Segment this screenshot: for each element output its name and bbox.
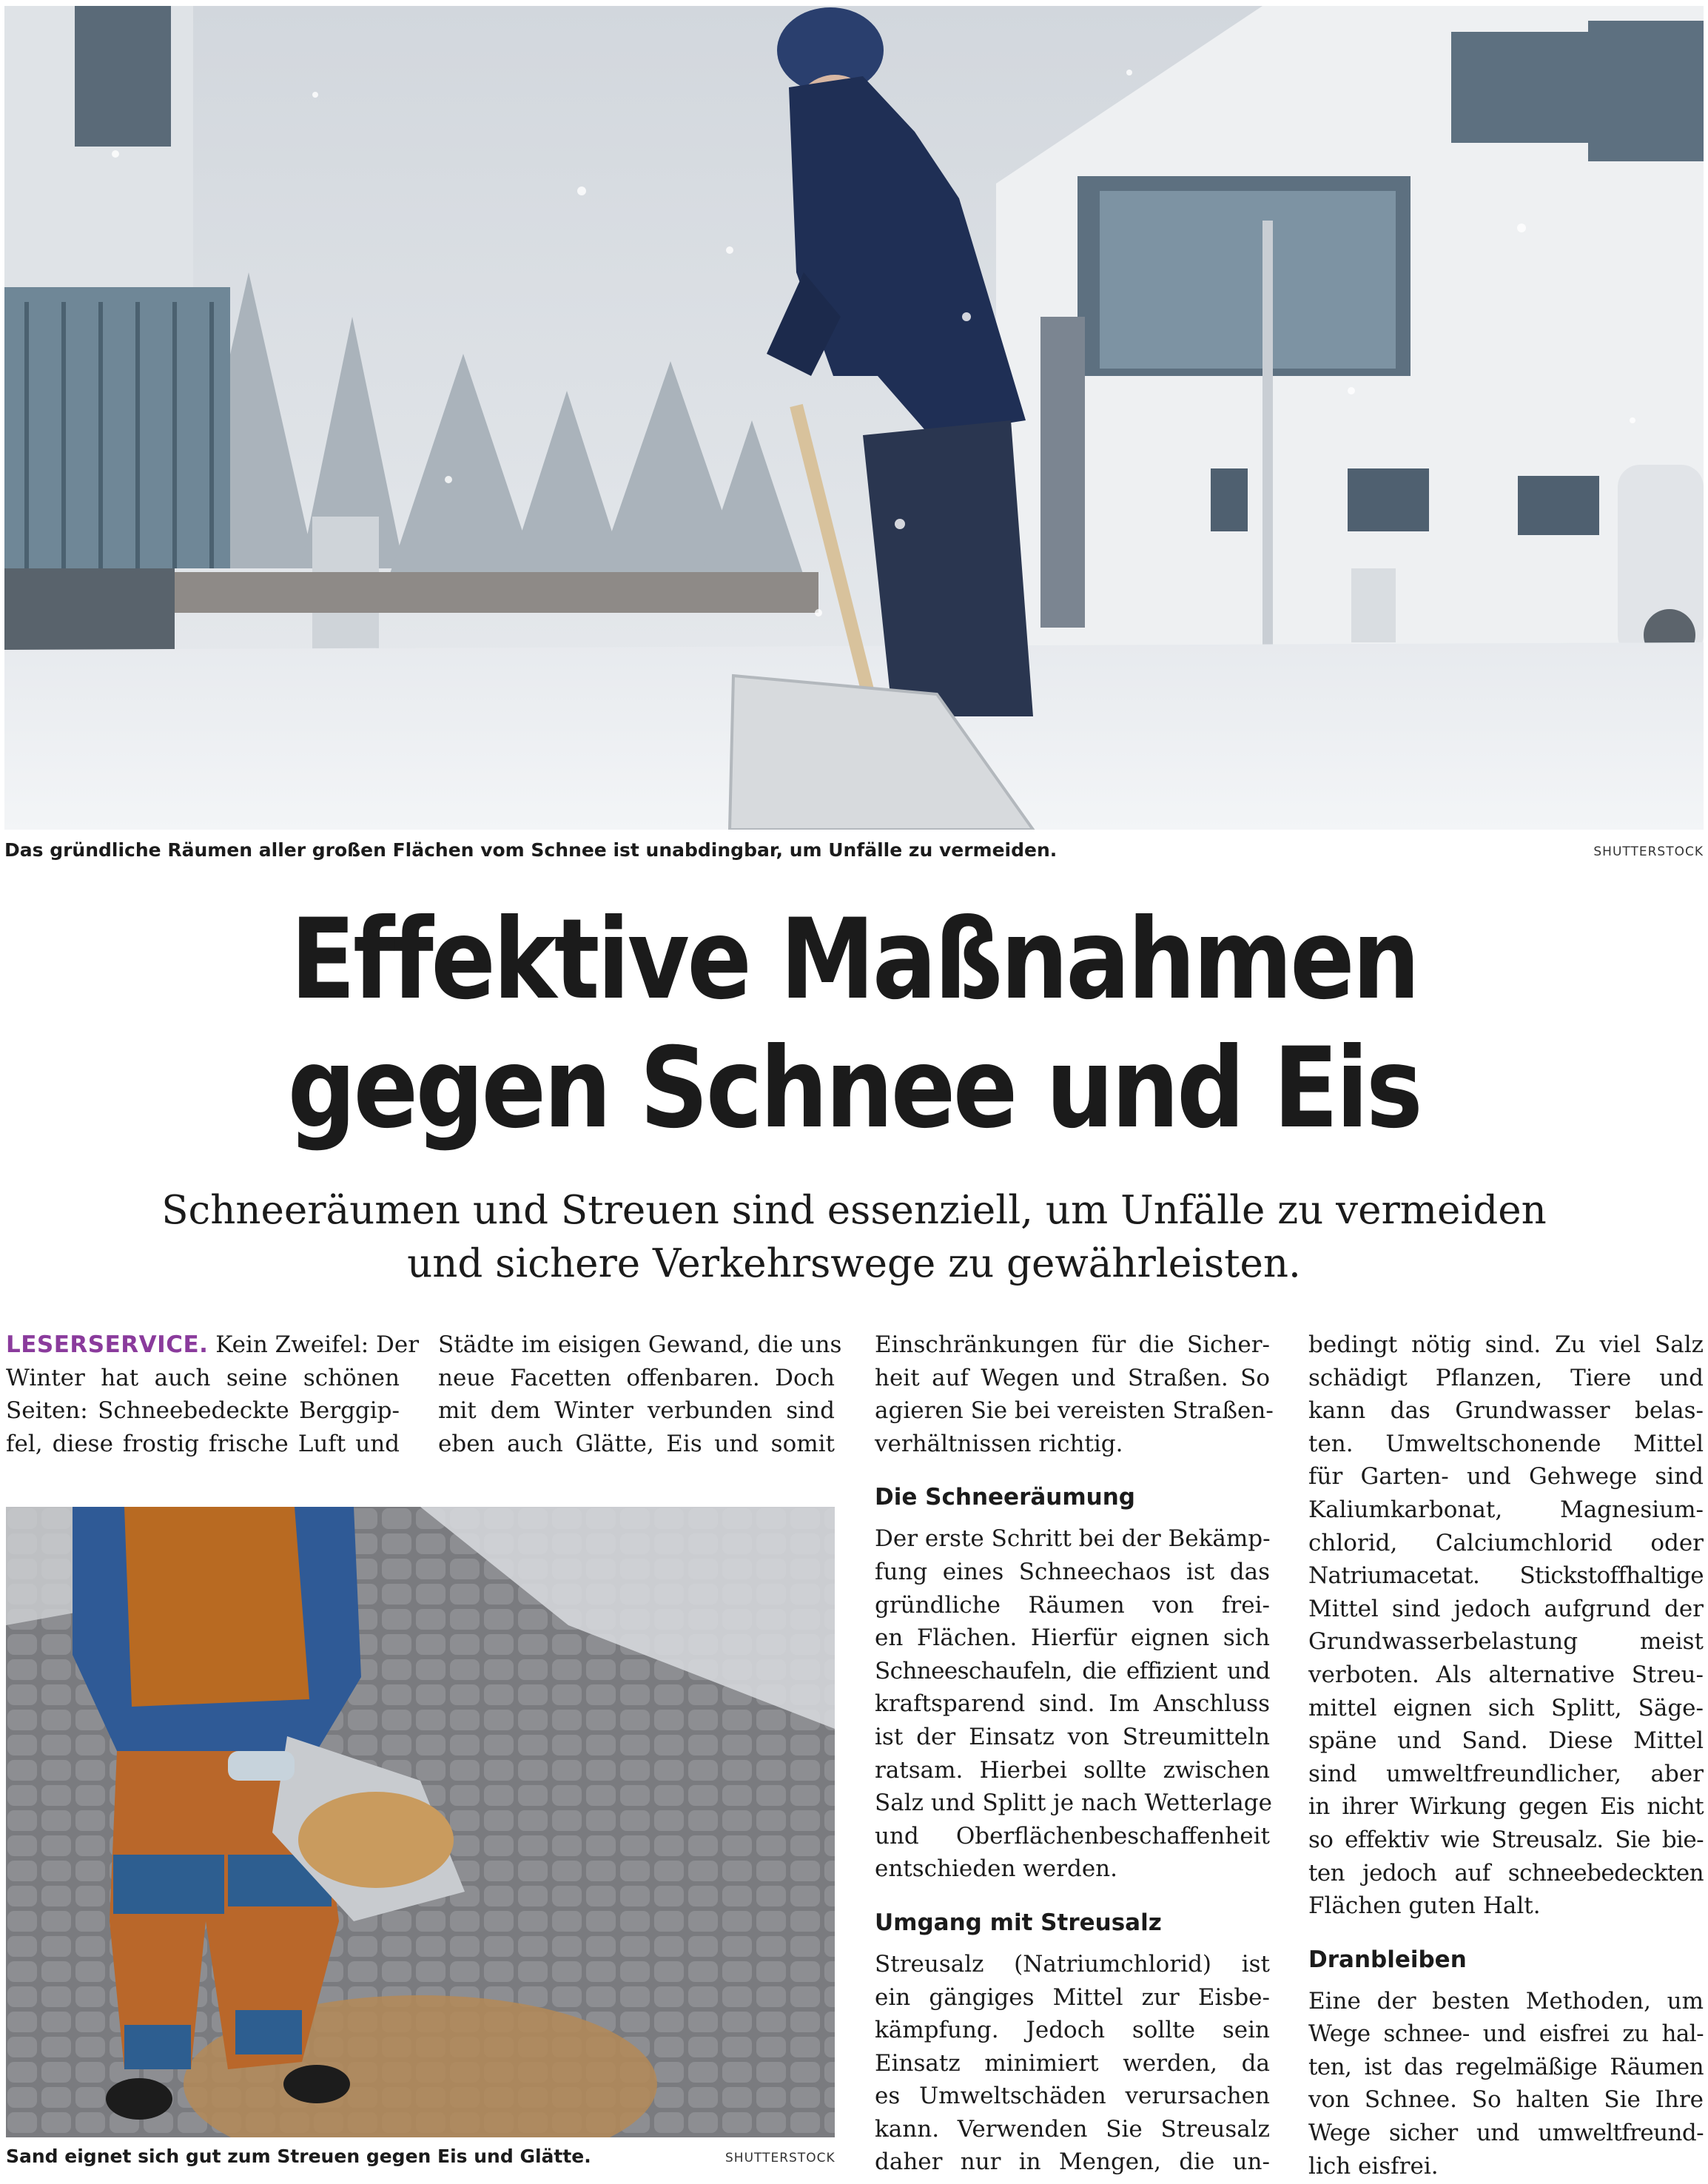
col3-p2-line: Einsatz minimiert werden, da xyxy=(875,2049,1270,2077)
col1-line-1: Kein Zweifel: Der xyxy=(215,1331,420,1358)
col3-p1-line: fung eines Schneechaos ist das xyxy=(875,1558,1270,1585)
col3-p1-line: und Oberflächenbeschaffenheit xyxy=(875,1822,1270,1849)
sand-photo xyxy=(6,1507,835,2137)
hero-photo xyxy=(4,6,1704,830)
article-column-2 xyxy=(438,1328,842,1460)
col2-line-3: mit dem Winter verbunden sind xyxy=(438,1397,835,1425)
col4-p1-line: bedingt nötig sind. Zu viel Salz xyxy=(1308,1331,1704,1358)
col2-line-1: Städte im eisigen Gewand, die uns xyxy=(438,1331,842,1358)
col3-p2-line: Streusalz (Natriumchlorid) ist xyxy=(875,1950,1270,1978)
col3-p1-line: ist der Einsatz von Streumitteln xyxy=(875,1723,1270,1750)
col4-p1-line: Flächen guten Halt. xyxy=(1308,1892,1541,1920)
col3-p1-line: Schneeschaufeln, die effizient und xyxy=(875,1657,1270,1684)
headline-line-2: gegen Schnee und Eis xyxy=(287,1024,1421,1153)
col4-p1-line: chlorid, Calciumchlorid oder xyxy=(1308,1529,1704,1556)
col3-p2-line: ein gängiges Mittel zur Eisbe- xyxy=(875,1983,1270,2011)
sand-photo-credit: SHUTTERSTOCK xyxy=(725,2151,835,2165)
col4-p1-line: kann das Grundwasser belas- xyxy=(1308,1397,1704,1425)
col4-p1-line: sind umweltfreundlicher, aber xyxy=(1308,1760,1704,1787)
col3-p1-line: ratsam. Hierbei sollte zwischen xyxy=(875,1756,1270,1784)
col3-p2-line: daher nur in Mengen, die un- xyxy=(875,2148,1270,2176)
col4-p2-line: Wege sicher und umweltfreund- xyxy=(1308,2120,1704,2147)
article-column-4 xyxy=(1308,1328,1704,2183)
col4-p1-line: mittel eignen sich Splitt, Säge- xyxy=(1308,1694,1704,1721)
col3-intro-line: Einschränkungen für die Sicher- xyxy=(875,1331,1270,1358)
col4-p2-line: Wege schnee- und eisfrei zu hal- xyxy=(1308,2020,1704,2048)
col4-p1-line: ten jedoch auf schneebedeckten xyxy=(1308,1859,1704,1886)
hero-photo-credit: SHUTTERSTOCK xyxy=(1593,844,1704,859)
col3-p2-line: kämpfung. Jedoch sollte sein xyxy=(875,2017,1270,2044)
subheadline-line-1: Schneeräumen und Streuen sind essenziell, um Unfälle zu vermeiden xyxy=(161,1188,1547,1233)
subheading-streusalz: Umgang mit Streusalz xyxy=(875,1909,1162,1936)
article-column-1 xyxy=(6,1328,420,1460)
article-column-3 xyxy=(875,1328,1274,2179)
col3-p1-line: entschieden werden. xyxy=(875,1855,1117,1883)
col4-p1-line: Mittel sind jedoch aufgrund der xyxy=(1308,1595,1704,1622)
col4-p1-line: verboten. Als alternative Streu- xyxy=(1308,1661,1704,1688)
col4-p1-line: Grundwasserbelastung meist xyxy=(1308,1628,1704,1656)
subheadline xyxy=(0,1184,1708,1291)
col4-p1-line: schädigt Pflanzen, Tiere und xyxy=(1308,1364,1704,1391)
headline xyxy=(120,896,1589,1153)
col4-p1-line: in ihrer Wirkung gegen Eis nicht xyxy=(1308,1793,1704,1821)
col3-p2-line: kann. Verwenden Sie Streusalz xyxy=(875,2115,1270,2143)
col4-p1-line: Natriumacetat. Stickstoffhaltige xyxy=(1308,1562,1704,1590)
subheading-dranbleiben: Dranbleiben xyxy=(1308,1946,1467,1973)
col4-p2-line: von Schnee. So halten Sie Ihre xyxy=(1308,2086,1704,2114)
col4-p1-line: für Garten- und Gehwege sind xyxy=(1308,1463,1704,1491)
col3-intro-line: heit auf Wegen und Straßen. So xyxy=(875,1364,1270,1391)
col3-p1-line: Salz und Splitt je nach Wetterlage xyxy=(875,1790,1272,1817)
col2-line-4: eben auch Glätte, Eis und somit xyxy=(438,1430,835,1457)
col4-p1-line: ten. Umweltschonende Mittel xyxy=(1308,1430,1704,1457)
sand-photo-illustration xyxy=(6,1507,835,2137)
col3-intro-line: verhältnissen richtig. xyxy=(875,1430,1123,1457)
col1-line-4: fel, diese frostig frische Luft und xyxy=(6,1430,400,1457)
col3-p1-line: gründliche Räumen von frei- xyxy=(875,1591,1270,1619)
col1-line-2: Winter hat auch seine schönen xyxy=(6,1364,400,1391)
col2-line-2: neue Facetten offenbaren. Doch xyxy=(438,1364,835,1391)
col4-p2-line: ten, ist das regelmäßige Räumen xyxy=(1308,2053,1704,2080)
col3-p1-line: en Flächen. Hierfür eignen sich xyxy=(875,1624,1270,1652)
hero-caption: Das gründliche Räumen aller großen Flächen vom Schnee ist unabdingbar, um Unfälle zu vermeiden. xyxy=(4,839,1058,861)
kicker-label: LESERSERVICE. xyxy=(6,1331,209,1358)
subheadline-line-2: und sichere Verkehrswege zu gewährleisten. xyxy=(407,1241,1301,1286)
col4-p2-line: lich eisfrei. xyxy=(1308,2152,1439,2180)
subheading-schneeraeumung: Die Schneeräumung xyxy=(875,1484,1135,1511)
hero-photo-illustration xyxy=(4,6,1704,830)
col3-p2-line: es Umweltschäden verursachen xyxy=(875,2083,1270,2110)
sand-caption: Sand eignet sich gut zum Streuen gegen Eis und Glätte. xyxy=(6,2146,591,2167)
col3-intro-line: agieren Sie bei vereisten Straßen- xyxy=(875,1397,1274,1425)
col1-line-3: Seiten: Schneebedeckte Berggip- xyxy=(6,1397,400,1425)
col4-p2-line: Eine der besten Methoden, um xyxy=(1308,1987,1704,2015)
headline-line-1: Effektive Maßnahmen xyxy=(290,896,1418,1024)
col3-p1-line: Der erste Schritt bei der Bekämp- xyxy=(875,1525,1271,1553)
col3-p1-line: kraftsparend sind. Im Anschluss xyxy=(875,1690,1270,1718)
col4-p1-line: so effektiv wie Streusalz. Sie bie- xyxy=(1308,1826,1704,1853)
col4-p1-line: späne und Sand. Diese Mittel xyxy=(1308,1727,1704,1755)
col4-p1-line: Kaliumkarbonat, Magnesium- xyxy=(1308,1496,1704,1523)
